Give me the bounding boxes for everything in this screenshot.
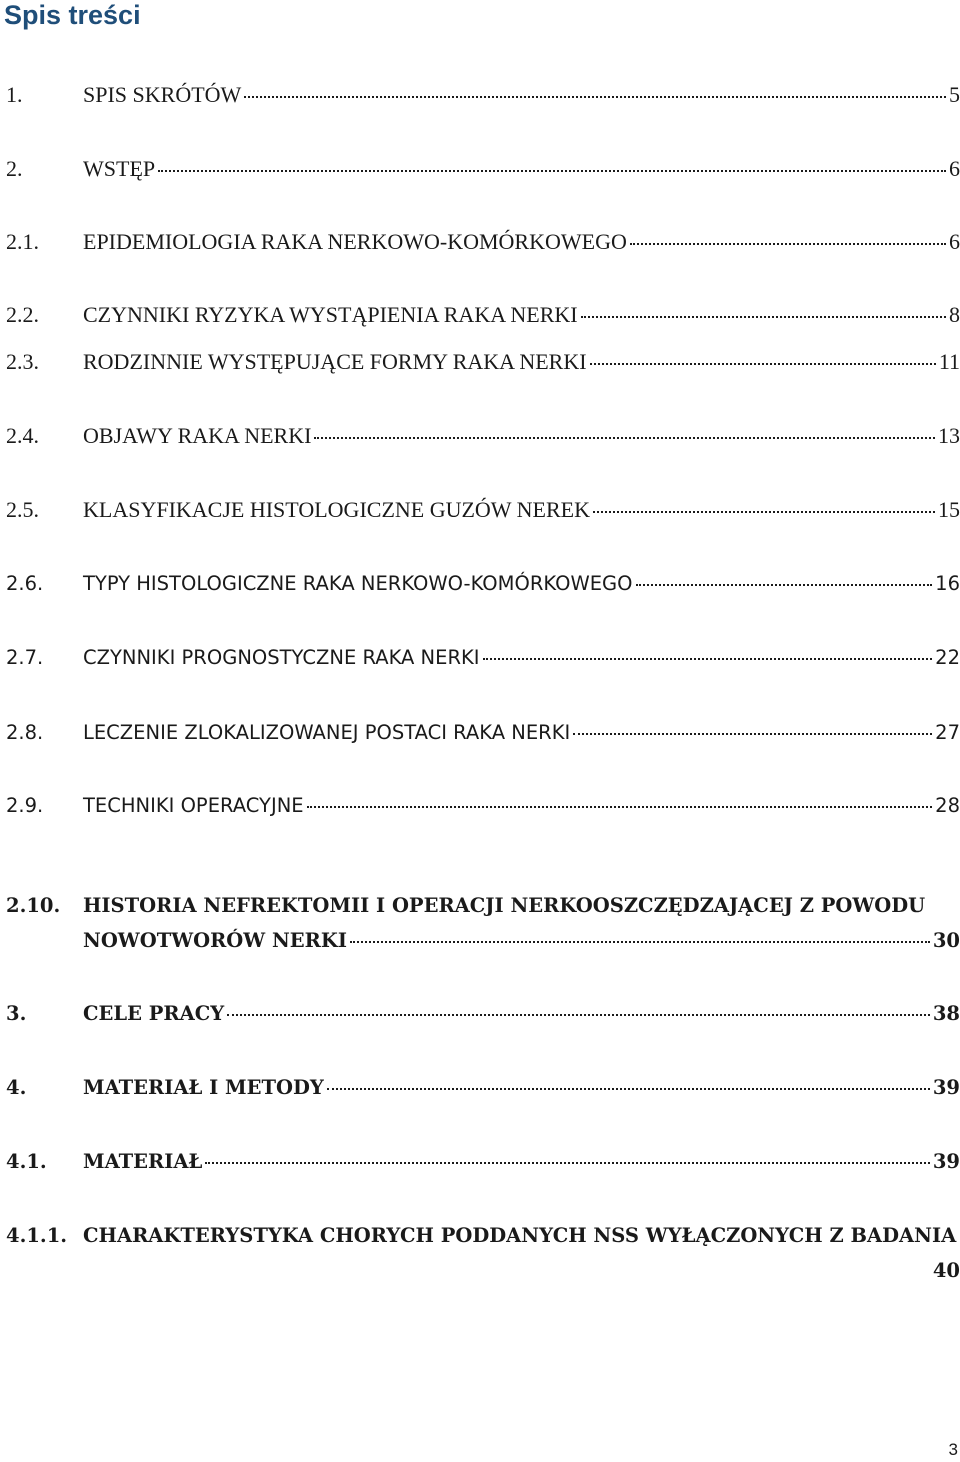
toc-entry-number: 2.9. <box>6 794 44 817</box>
toc-entry-page: 27 <box>935 721 960 744</box>
toc-leader-dots <box>483 658 933 660</box>
toc-entry-page: 38 <box>932 1002 960 1025</box>
toc-entry-number: 2.4. <box>6 423 39 448</box>
toc-entry-number: 2.8. <box>6 721 44 744</box>
toc-entry-number: 1. <box>6 82 23 107</box>
toc-entry-page: 40 <box>932 1259 960 1282</box>
toc-entry-2-9[interactable] <box>0 789 960 823</box>
toc-entry-number: 2.10. <box>6 894 61 917</box>
toc-entry-title[interactable]: MATERIAŁ <box>83 1150 203 1173</box>
toc-leader-dots <box>590 363 936 365</box>
toc-entry-2-7[interactable] <box>0 641 960 675</box>
toc-leader-dots <box>314 437 935 439</box>
toc-entry-number: 2.7. <box>6 646 44 669</box>
toc-entry-4-1-1[interactable] <box>0 1219 960 1289</box>
toc-leader-dots <box>350 941 930 943</box>
toc-entry-title[interactable]: KLASYFIKACJE HISTOLOGICZNE GUZÓW NEREK <box>83 497 590 522</box>
toc-entry-page: 13 <box>938 423 960 448</box>
toc-entry-title[interactable]: EPIDEMIOLOGIA RAKA NERKOWO-KOMÓRKOWEGO <box>83 229 627 254</box>
toc-entry-title-line1[interactable]: HISTORIA NEFREKTOMII I OPERACJI NERKOOSZCZĘDZAJĄCEJ Z POWODU <box>83 894 926 917</box>
toc-entry-4[interactable] <box>0 1071 960 1105</box>
toc-leader-dots <box>244 96 946 98</box>
toc-entry-3[interactable] <box>0 997 960 1031</box>
toc-entry-number: 4.1.1. <box>6 1224 68 1247</box>
toc-entry-title[interactable]: MATERIAŁ I METODY <box>83 1076 324 1099</box>
page-title: Spis treści <box>4 0 141 30</box>
toc-entry-title[interactable]: LECZENIE ZLOKALIZOWANEJ POSTACI RAKA NERKI <box>83 721 571 744</box>
toc-leader-dots <box>227 1014 930 1016</box>
toc-entry-number: 2.3. <box>6 349 39 374</box>
toc-entry-number: 4. <box>6 1076 27 1099</box>
toc-entry-2-10[interactable] <box>0 889 960 959</box>
toc-entry-page: 6 <box>949 229 960 254</box>
page-number: 3 <box>948 1440 958 1459</box>
toc-entry-title[interactable]: SPIS SKRÓTÓW <box>83 82 242 107</box>
toc-entry-title-line2[interactable]: NOWOTWORÓW NERKI <box>83 929 347 952</box>
toc-leader-dots <box>327 1088 930 1090</box>
toc-leader-dots <box>593 511 935 513</box>
toc-entry-number: 2.5. <box>6 497 39 522</box>
toc-leader-dots <box>573 733 932 735</box>
toc-entry-2-2[interactable] <box>0 298 960 332</box>
toc-entry-page: 6 <box>949 156 960 181</box>
toc-entry-page: 5 <box>949 82 960 107</box>
toc-entry-1[interactable] <box>0 78 960 112</box>
toc-entry-page: 28 <box>935 794 960 817</box>
toc-entry-2[interactable] <box>0 152 960 186</box>
toc-entry-2-5[interactable] <box>0 493 960 527</box>
toc-leader-dots <box>636 584 933 586</box>
toc-entry-2-6[interactable] <box>0 567 960 601</box>
toc-entry-page: 8 <box>949 302 960 327</box>
toc-entry-page: 15 <box>938 497 960 522</box>
toc-entry-title[interactable]: WSTĘP <box>83 156 156 181</box>
toc-entry-number: 3. <box>6 1002 27 1025</box>
toc-leader-dots <box>205 1162 930 1164</box>
toc-leader-dots <box>307 806 933 808</box>
toc-entry-title[interactable]: CZYNNIKI RYZYKA WYSTĄPIENIA RAKA NERKI <box>83 302 578 327</box>
toc-leader-dots <box>158 170 946 172</box>
toc-entry-title[interactable]: CHARAKTERYSTYKA CHORYCH PODDANYCH NSS WYŁĄCZONYCH Z BADANIA <box>83 1224 957 1247</box>
toc-entry-2-8[interactable] <box>0 716 960 750</box>
toc-entry-2-1[interactable] <box>0 225 960 259</box>
toc-entry-page: 16 <box>935 572 960 595</box>
toc-entry-page: 30 <box>932 929 960 952</box>
toc-entry-number: 2.1. <box>6 229 39 254</box>
toc-entry-page: 39 <box>932 1150 960 1173</box>
toc-entry-title[interactable]: TYPY HISTOLOGICZNE RAKA NERKOWO-KOMÓRKOWEGO <box>83 572 633 595</box>
toc-entry-title[interactable]: CZYNNIKI PROGNOSTYCZNE RAKA NERKI <box>83 646 480 669</box>
toc-entry-title[interactable]: TECHNIKI OPERACYJNE <box>83 794 304 817</box>
toc-leader-dots <box>630 243 946 245</box>
toc-entry-number: 2.2. <box>6 302 39 327</box>
toc-entry-title[interactable]: OBJAWY RAKA NERKI <box>83 423 312 448</box>
toc-entry-2-4[interactable] <box>0 419 960 453</box>
toc-entry-page: 11 <box>938 349 960 374</box>
toc-entry-page: 22 <box>935 646 960 669</box>
toc-entry-number: 2. <box>6 156 23 181</box>
toc-entry-title[interactable]: RODZINNIE WYSTĘPUJĄCE FORMY RAKA NERKI <box>83 349 587 374</box>
toc-entry-4-1[interactable] <box>0 1145 960 1179</box>
toc-entry-number: 4.1. <box>6 1150 47 1173</box>
toc-entry-page: 39 <box>932 1076 960 1099</box>
toc-entry-number: 2.6. <box>6 572 44 595</box>
toc-entry-2-3[interactable] <box>0 345 960 379</box>
toc-leader-dots <box>581 316 946 318</box>
toc-entry-title[interactable]: CELE PRACY <box>83 1002 225 1025</box>
